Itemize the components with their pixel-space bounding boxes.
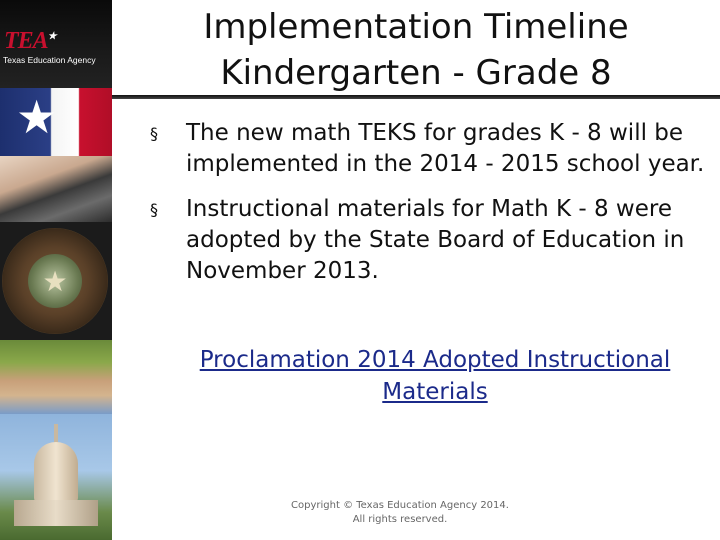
title-line-2: Kindergarten - Grade 8 bbox=[220, 53, 612, 93]
capitol-dome bbox=[34, 442, 78, 502]
copyright-notice bbox=[250, 499, 550, 527]
bullet-marker-icon: § bbox=[150, 200, 158, 219]
tea-logo bbox=[0, 0, 112, 88]
seal-star-icon: ★ bbox=[28, 254, 82, 308]
texas-capitol-photo bbox=[0, 414, 112, 540]
title-line-1: Implementation Timeline bbox=[203, 7, 629, 47]
sidebar-image-strip bbox=[0, 0, 112, 540]
bullet-marker-icon: § bbox=[150, 124, 158, 143]
bullet-text: The new math TEKS for grades K - 8 will be implemented in the 2014 - 2015 school year. bbox=[186, 120, 705, 177]
bullet-item bbox=[150, 194, 710, 287]
copyright-line-1: Copyright © Texas Education Agency 2014. bbox=[291, 500, 509, 511]
bullet-text: Instructional materials for Math K - 8 were adopted by the State Board of Education in November 2013. bbox=[186, 196, 685, 284]
texas-flag-photo bbox=[0, 88, 112, 156]
bullet-item bbox=[150, 118, 710, 180]
star-icon: ★ bbox=[47, 31, 56, 42]
slide-title bbox=[112, 4, 720, 96]
capitol-spire bbox=[54, 424, 58, 444]
logo-text: TEA bbox=[4, 28, 48, 54]
state-seal-photo bbox=[0, 222, 112, 340]
header-divider bbox=[112, 95, 720, 99]
keyboard-typing-photo bbox=[0, 156, 112, 222]
bullet-list bbox=[150, 118, 710, 301]
capitol-base bbox=[14, 500, 98, 526]
copyright-line-2: All rights reserved. bbox=[352, 514, 448, 525]
proclamation-link[interactable]: Proclamation 2014 Adopted Instructional Materials bbox=[199, 347, 671, 405]
logo-subtitle: Texas Education Agency bbox=[3, 55, 96, 65]
classroom-students-photo bbox=[0, 340, 112, 414]
flag-star-icon: ★ bbox=[16, 91, 58, 143]
